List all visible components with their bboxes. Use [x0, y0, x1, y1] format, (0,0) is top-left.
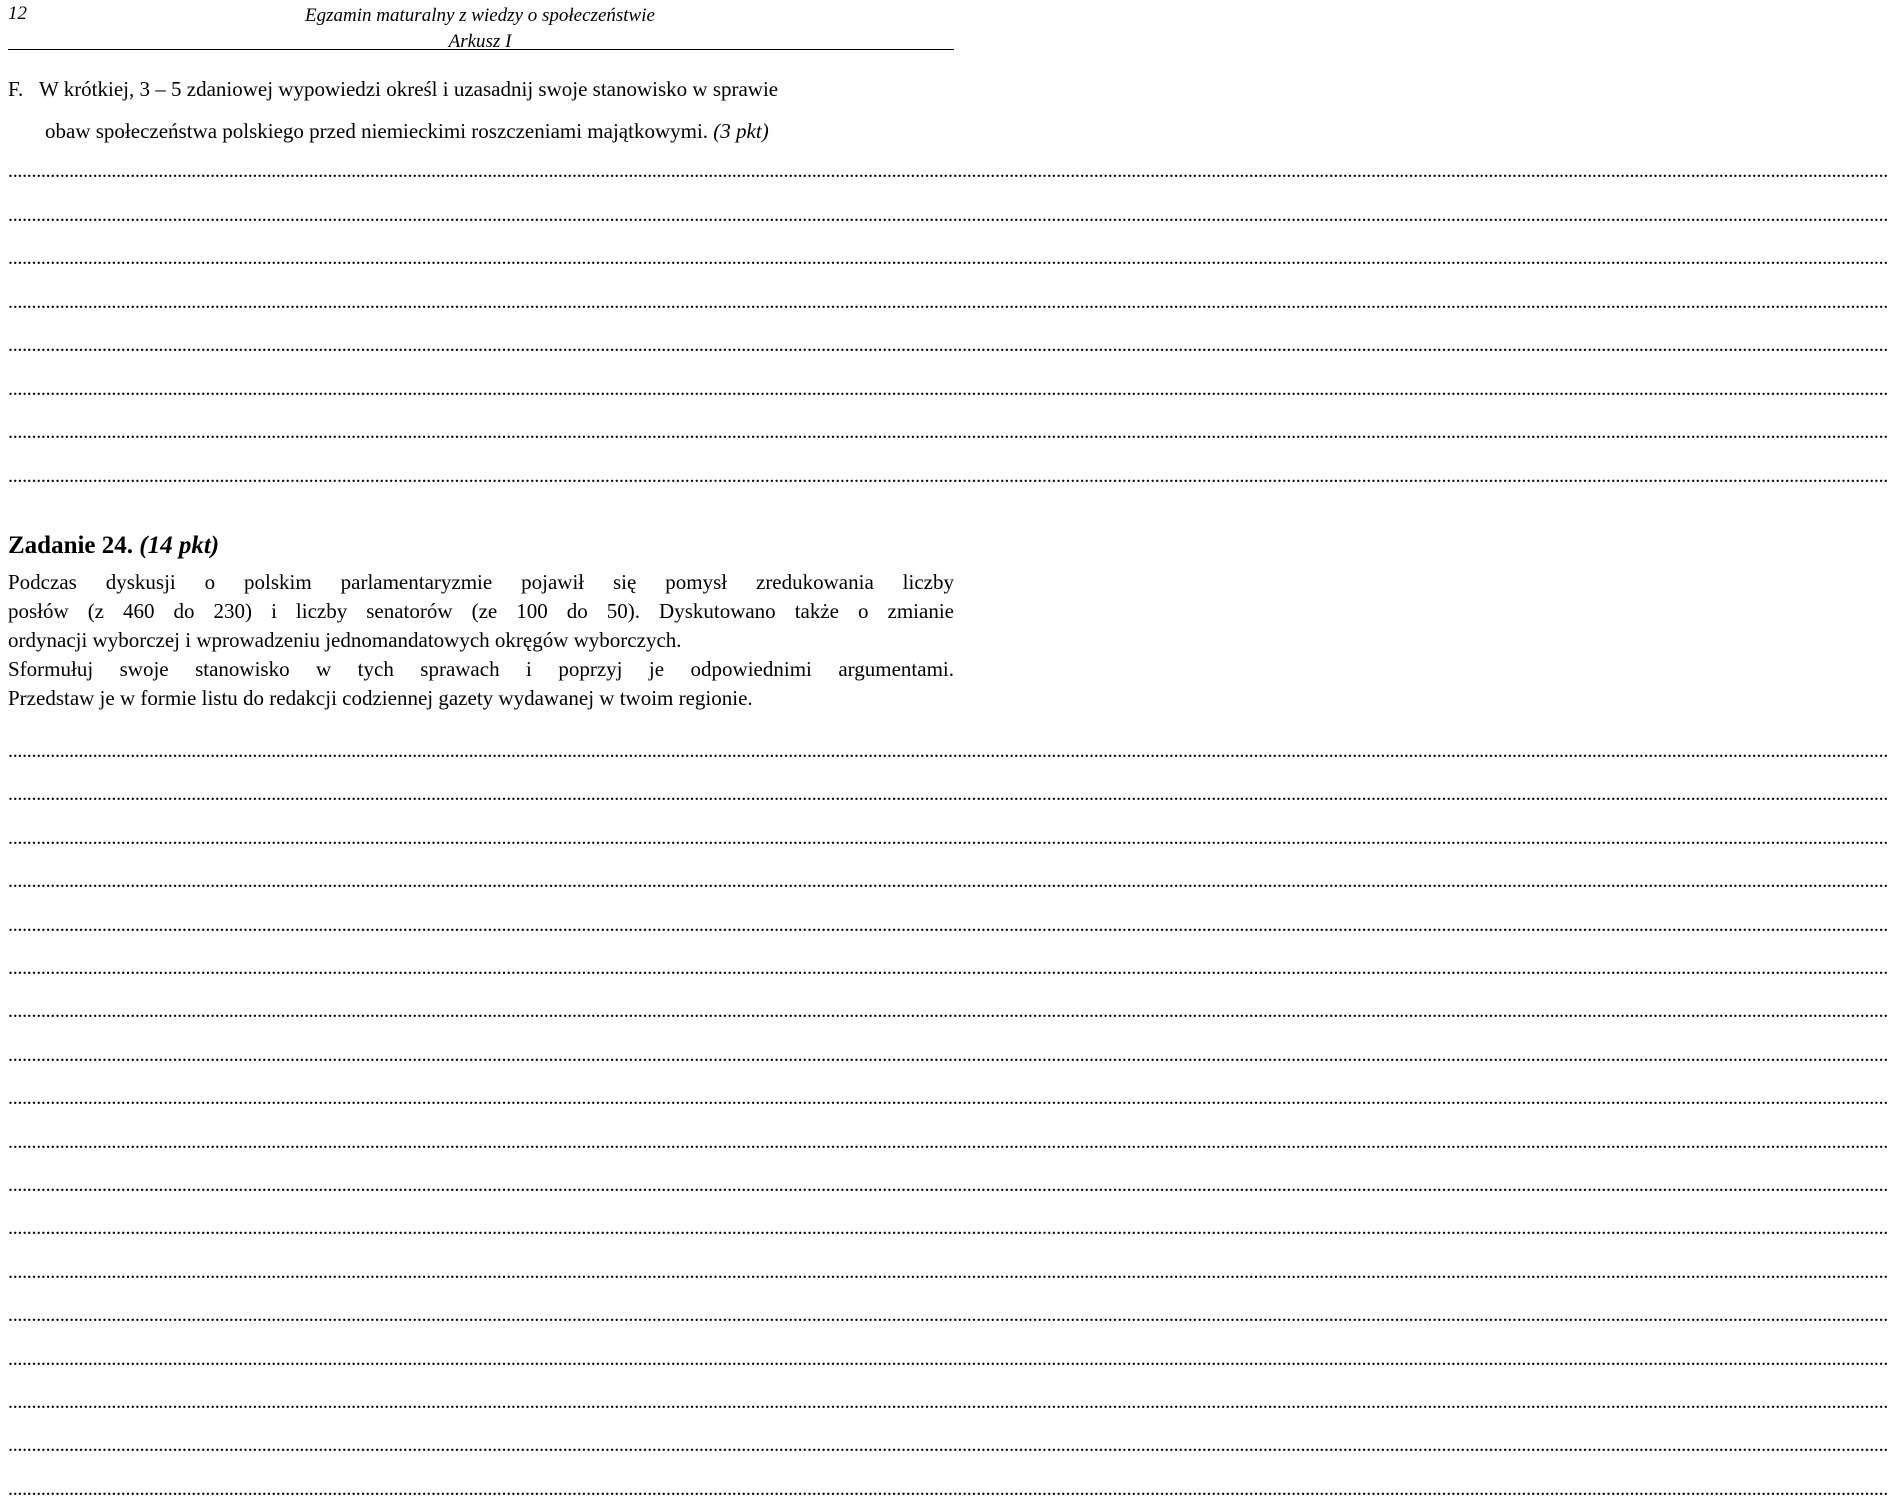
header-title: [0, 3, 960, 55]
task-24-points: (14 pkt): [139, 532, 220, 559]
header-title-line1: Egzamin maturalny z wiedzy o społeczeństwie: [305, 5, 655, 26]
answer-line[interactable]: ................................................................................................................................................................................................................................................................................................................................................................................................................: [8, 1434, 1888, 1457]
task-24-line: Sformułuj swoje stanowisko w tych sprawach i poprzyj je odpowiednimi argumentami.: [8, 657, 954, 681]
page-header: [0, 0, 960, 50]
answer-line[interactable]: ................................................................................................................................................................................................................................................................................................................................................................................................................: [8, 740, 1888, 762]
answer-line[interactable]: ................................................................................................................................................................................................................................................................................................................................................................................................................: [8, 421, 1888, 443]
question-f-points: (3 pkt): [713, 119, 769, 143]
task-24-line: Podczas dyskusji o polskim parlamentaryzmie pojawił się pomysł zredukowania liczby: [8, 570, 954, 594]
answer-line[interactable]: ................................................................................................................................................................................................................................................................................................................................................................................................................: [8, 870, 1888, 893]
answer-line[interactable]: ................................................................................................................................................................................................................................................................................................................................................................................................................: [8, 783, 1888, 806]
task-24-line: posłów (z 460 do 230) i liczby senatorów (ze 100 do 50). Dyskutowano także o zmianie: [8, 599, 954, 623]
task-24-heading: [8, 532, 219, 560]
answer-line[interactable]: ................................................................................................................................................................................................................................................................................................................................................................................................................: [8, 1477, 1888, 1500]
task-24-title: Zadanie 24.: [8, 532, 134, 559]
answer-line[interactable]: ................................................................................................................................................................................................................................................................................................................................................................................................................: [8, 334, 1888, 356]
question-f: [8, 68, 953, 152]
answer-line[interactable]: ................................................................................................................................................................................................................................................................................................................................................................................................................: [8, 1174, 1888, 1196]
answer-line[interactable]: ................................................................................................................................................................................................................................................................................................................................................................................................................: [8, 464, 1888, 487]
answer-line[interactable]: ................................................................................................................................................................................................................................................................................................................................................................................................................: [8, 377, 1888, 400]
answer-line[interactable]: ................................................................................................................................................................................................................................................................................................................................................................................................................: [8, 1391, 1888, 1413]
task-24-body: [8, 568, 954, 713]
answer-line[interactable]: ................................................................................................................................................................................................................................................................................................................................................................................................................: [8, 160, 1888, 182]
page-number: 12: [8, 3, 27, 24]
answer-line[interactable]: ................................................................................................................................................................................................................................................................................................................................................................................................................: [8, 826, 1888, 849]
answer-line[interactable]: ................................................................................................................................................................................................................................................................................................................................................................................................................: [8, 247, 1888, 269]
question-f-text-2: obaw społeczeństwa polskiego przed niemieckimi roszczeniami majątkowymi.: [45, 119, 709, 143]
answer-line[interactable]: ................................................................................................................................................................................................................................................................................................................................................................................................................: [8, 1087, 1888, 1110]
answer-line[interactable]: ................................................................................................................................................................................................................................................................................................................................................................................................................: [8, 913, 1888, 936]
question-f-label: F.: [8, 77, 24, 101]
answer-line[interactable]: ................................................................................................................................................................................................................................................................................................................................................................................................................: [8, 1347, 1888, 1370]
answer-line[interactable]: ................................................................................................................................................................................................................................................................................................................................................................................................................: [8, 1304, 1888, 1327]
task-24-line: ordynacji wyborczej i wprowadzeniu jednomandatowych okręgów wyborczych.: [8, 628, 682, 652]
task-24-line: Przedstaw je w formie listu do redakcji codziennej gazety wydawanej w twoim regionie.: [8, 686, 753, 710]
answer-line[interactable]: ................................................................................................................................................................................................................................................................................................................................................................................................................: [8, 1000, 1888, 1023]
answer-line[interactable]: ................................................................................................................................................................................................................................................................................................................................................................................................................: [8, 290, 1888, 313]
answer-line[interactable]: ................................................................................................................................................................................................................................................................................................................................................................................................................: [8, 957, 1888, 979]
answer-line[interactable]: ................................................................................................................................................................................................................................................................................................................................................................................................................: [8, 1260, 1888, 1283]
question-f-text-1: W krótkiej, 3 – 5 zdaniowej wypowiedzi określ i uzasadnij swoje stanowisko w sprawie: [39, 77, 779, 101]
answer-line[interactable]: ................................................................................................................................................................................................................................................................................................................................................................................................................: [8, 1217, 1888, 1240]
answer-line[interactable]: ................................................................................................................................................................................................................................................................................................................................................................................................................: [8, 1130, 1888, 1153]
answer-line[interactable]: ................................................................................................................................................................................................................................................................................................................................................................................................................: [8, 203, 1888, 226]
question-f-line2: [8, 110, 953, 152]
header-title-line2: Arkusz I: [448, 31, 512, 52]
question-f-line1: [8, 68, 953, 110]
answer-line[interactable]: ................................................................................................................................................................................................................................................................................................................................................................................................................: [8, 1043, 1888, 1066]
header-rule: [8, 49, 954, 50]
